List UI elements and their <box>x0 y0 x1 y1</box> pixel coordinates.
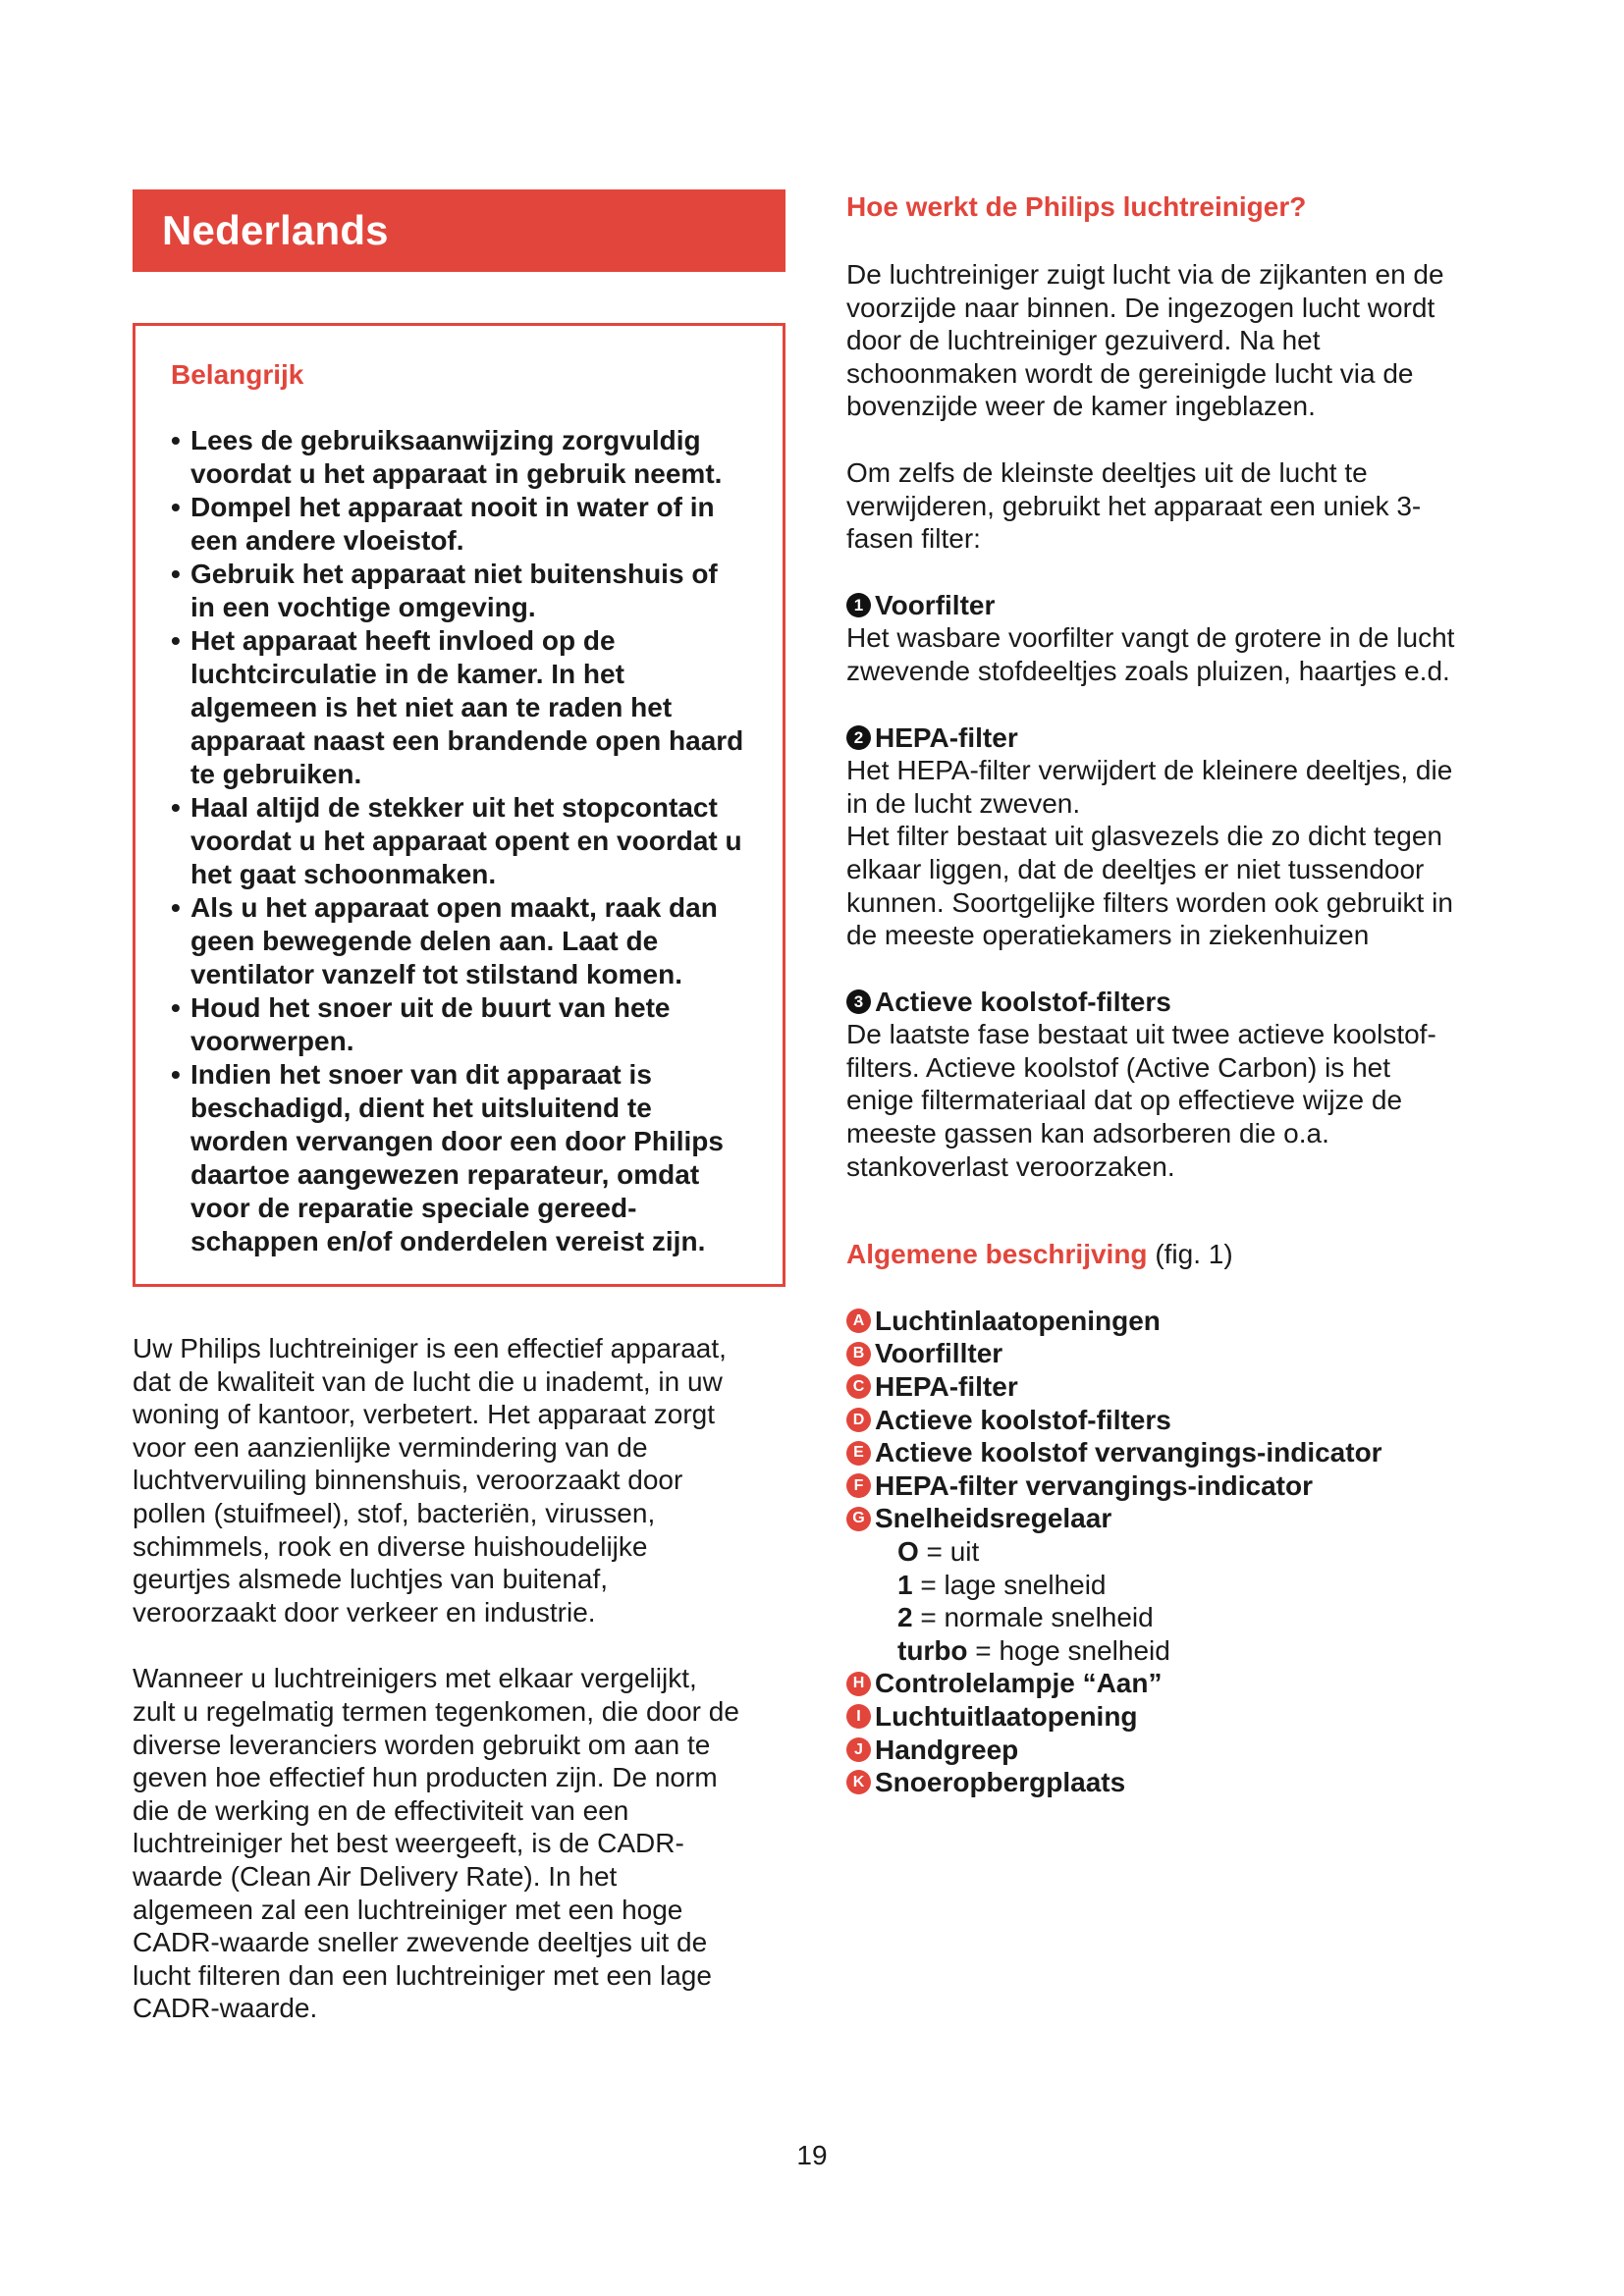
important-title: Belangrijk <box>171 359 304 390</box>
warning-item <box>171 424 757 491</box>
text-line: lucht filteren dan een luchtreiniger met een lage <box>133 1959 712 1991</box>
text-line: kunnen. Soortgelijke filters worden ook gebruikt in <box>846 886 1453 918</box>
part-letter-icon: D <box>846 1408 871 1432</box>
text-line: verwijderen, gebruikt het apparaat een uniek 3- <box>846 490 1422 521</box>
warning-line: algemeen is het niet aan te raden het <box>190 692 673 722</box>
part-item <box>846 1766 1514 1799</box>
part-item <box>846 1667 1514 1700</box>
speed-option <box>846 1569 1514 1602</box>
warning-item <box>171 991 757 1058</box>
part-letter-icon: I <box>846 1704 871 1729</box>
part-label: Actieve koolstof vervangings-indicator <box>875 1437 1382 1468</box>
intro-paragraph-2 <box>133 1662 785 2025</box>
filter-stage-name: Voorfilter <box>875 589 996 620</box>
text-line: algemeen zal een luchtreiniger met een hoge <box>133 1894 683 1925</box>
filter-stage-title <box>846 986 1514 1019</box>
text-line: fasen filter: <box>846 523 981 555</box>
warning-line: luchtcirculatie in de kamer. In het <box>190 659 624 689</box>
text-line: CADR-waarde sneller zwevende deeltjes uit de <box>133 1927 708 1958</box>
speed-key: 2 <box>897 1602 913 1633</box>
text-line: door de luchtreiniger gezuiverd. Na het <box>846 325 1321 356</box>
warning-line: Gebruik het apparaat niet buitenshuis of <box>190 559 718 589</box>
part-label: Voorfillter <box>875 1338 1003 1369</box>
how-it-works-paragraph-2 <box>846 456 1514 556</box>
part-item <box>846 1734 1514 1767</box>
part-letter-icon: C <box>846 1374 871 1399</box>
speed-key: turbo <box>897 1634 968 1666</box>
warning-line: in een vochtige omgeving. <box>190 592 536 622</box>
part-item <box>846 1469 1514 1503</box>
bullet-mark: • <box>171 559 181 589</box>
part-letter-icon: E <box>846 1441 871 1466</box>
text-line: veroorzaakt door verkeer en industrie. <box>133 1596 596 1628</box>
text-line: geven hoe effectief hun producten zijn. De norm <box>133 1762 718 1793</box>
language-banner <box>133 189 785 272</box>
part-label: Snoeropbergplaats <box>875 1767 1126 1798</box>
description-title: Algemene beschrijving <box>846 1239 1148 1270</box>
warning-line: Houd het snoer uit de buurt van hete <box>190 992 671 1023</box>
part-letter-icon: G <box>846 1507 871 1531</box>
bullet-mark: • <box>171 1059 181 1090</box>
warning-item <box>171 791 757 891</box>
warning-item <box>171 558 757 624</box>
text-line: schoonmaken wordt de gereinigde lucht via de <box>846 357 1414 389</box>
part-label: Luchtinlaatopeningen <box>875 1305 1161 1336</box>
speed-option <box>846 1601 1514 1634</box>
speed-option <box>846 1535 1514 1569</box>
part-label: HEPA-filter vervangings-indicator <box>875 1469 1314 1501</box>
how-it-works-paragraph-1 <box>846 258 1514 423</box>
part-item <box>846 1436 1514 1469</box>
part-letter-icon: J <box>846 1737 871 1762</box>
text-line: dat de kwaliteit van de lucht die u inademt, in uw <box>133 1365 723 1397</box>
warning-line: een andere vloeistof. <box>190 525 464 556</box>
warning-line: voor de reparatie speciale gereed- <box>190 1193 637 1223</box>
part-letter-icon: H <box>846 1672 871 1696</box>
text-line: De luchtreiniger zuigt lucht via de zijkanten en de <box>846 259 1444 290</box>
text-line: Om zelfs de kleinste deeltjes uit de lucht te <box>846 456 1368 488</box>
text-line: elkaar liggen, dat de deeltjes er niet tussendoor <box>846 853 1425 884</box>
text-line: meeste gassen kan adsorberen die o.a. <box>846 1118 1329 1149</box>
filter-stages <box>846 589 1514 1184</box>
part-item <box>846 1337 1514 1370</box>
warning-line: Als u het apparaat open maakt, raak dan <box>190 892 718 923</box>
part-item <box>846 1370 1514 1404</box>
text-line: voorzijde naar binnen. De ingezogen lucht wordt <box>846 292 1435 323</box>
part-item <box>846 1502 1514 1535</box>
filter-stage-title <box>846 721 1514 755</box>
filter-stage-text <box>846 621 1514 687</box>
parts-list <box>846 1305 1514 1799</box>
warning-line: schappen en/of onderdelen vereist zijn. <box>190 1226 706 1256</box>
filter-stage-text <box>846 1018 1514 1183</box>
part-letter-icon: B <box>846 1342 871 1366</box>
part-letter-icon: A <box>846 1308 871 1333</box>
part-label: Luchtuitlaatopening <box>875 1700 1138 1732</box>
part-item <box>846 1700 1514 1734</box>
warning-line: ventilator vanzelf tot stilstand komen. <box>190 959 682 989</box>
bullet-mark: • <box>171 425 181 455</box>
text-line: Het filter bestaat uit glasvezels die zo dicht tegen <box>846 821 1443 852</box>
text-line: voor een aanzienlijke vermindering van de <box>133 1431 648 1463</box>
filter-stage-name: HEPA-filter <box>875 721 1018 753</box>
bullet-mark: • <box>171 492 181 522</box>
warning-line: Dompel het apparaat nooit in water of in <box>190 492 715 522</box>
text-line: diverse leveranciers worden gebruikt om aan te <box>133 1729 711 1760</box>
filter-stage-name: Actieve koolstof-filters <box>875 986 1171 1017</box>
text-line: Het HEPA-filter verwijdert de kleinere deeltjes, die <box>846 755 1453 786</box>
description-heading <box>846 1238 1514 1271</box>
warning-item <box>171 891 757 991</box>
filter-stage <box>846 589 1514 688</box>
left-column <box>133 189 785 2025</box>
warning-line: Het apparaat heeft invloed op de <box>190 625 616 656</box>
warning-line: voordat u het apparaat opent en voordat u <box>190 826 742 856</box>
speed-desc: = uit <box>918 1536 980 1567</box>
language-title: Nederlands <box>162 207 389 253</box>
bullet-mark: • <box>171 892 181 923</box>
warning-item <box>171 491 757 558</box>
warning-line: voorwerpen. <box>190 1026 354 1056</box>
text-line: Wanneer u luchtreinigers met elkaar vergelijkt, <box>133 1663 697 1694</box>
part-item <box>846 1404 1514 1437</box>
filter-stage-title <box>846 589 1514 622</box>
warning-line: Lees de gebruiksaanwijzing zorgvuldig <box>190 425 701 455</box>
warning-line: voordat u het apparaat in gebruik neemt. <box>190 458 723 489</box>
text-line: luchtvervuiling binnenshuis, veroorzaakt door <box>133 1465 683 1496</box>
warning-line: beschadigd, dient het uitsluitend te <box>190 1093 652 1123</box>
warning-line: het gaat schoonmaken. <box>190 859 497 889</box>
stage-number-icon: 2 <box>846 725 871 750</box>
speed-option <box>846 1634 1514 1668</box>
text-line: waarde (Clean Air Delivery Rate). In het <box>133 1860 618 1892</box>
part-label: Controlelampje “Aan” <box>875 1668 1163 1699</box>
text-line: woning of kantoor, verbetert. Het apparaat zorgt <box>133 1399 716 1430</box>
part-letter-icon: F <box>846 1473 871 1498</box>
stage-number-icon: 3 <box>846 989 871 1014</box>
text-line: de meeste operatiekamers in ziekenhuizen <box>846 920 1370 951</box>
text-line: stankoverlast veroorzaken. <box>846 1150 1175 1182</box>
speed-desc: = lage snelheid <box>912 1569 1107 1600</box>
warning-item <box>171 1058 757 1258</box>
part-item <box>846 1305 1514 1338</box>
text-line: bovenzijde weer de kamer ingeblazen. <box>846 391 1316 422</box>
part-label: Snelheidsregelaar <box>875 1503 1112 1534</box>
filter-stage <box>846 721 1514 952</box>
warning-line: geen bewegende delen aan. Laat de <box>190 926 659 956</box>
important-box <box>133 323 785 1287</box>
warning-list <box>171 424 757 1258</box>
warning-line: worden vervangen door een door Philips <box>190 1126 724 1156</box>
speed-settings <box>846 1535 1514 1667</box>
speed-key: O <box>897 1536 919 1567</box>
bullet-mark: • <box>171 992 181 1023</box>
warning-line: Indien het snoer van dit apparaat is <box>190 1059 652 1090</box>
text-line: enige filtermateriaal dat op effectieve wijze de <box>846 1085 1403 1116</box>
warning-line: te gebruiken. <box>190 759 362 789</box>
text-line: schimmels, rook en diverse huishoudelijke <box>133 1530 648 1562</box>
intro-paragraph-1 <box>133 1332 785 1629</box>
speed-key: 1 <box>897 1569 913 1600</box>
warning-line: apparaat naast een brandende open haard <box>190 725 744 756</box>
filter-stage-text <box>846 754 1514 952</box>
text-line: die de werking en de effectiviteit van een <box>133 1794 629 1826</box>
bullet-mark: • <box>171 625 181 656</box>
text-line: pollen (stuifmeel), stof, bacteriën, virussen, <box>133 1497 656 1528</box>
filter-stage <box>846 986 1514 1184</box>
part-label: Handgreep <box>875 1734 1019 1765</box>
text-line: Uw Philips luchtreiniger is een effectief apparaat, <box>133 1333 727 1363</box>
page-number: 19 <box>796 2140 828 2170</box>
right-column <box>846 191 1514 1799</box>
text-line: zwevende stofdeeltjes zoals pluizen, haartjes e.d. <box>846 655 1450 686</box>
part-label: HEPA-filter <box>875 1371 1018 1403</box>
speed-desc: = normale snelheid <box>912 1602 1154 1633</box>
text-line: luchtreiniger het best weergeeft, is de CADR- <box>133 1828 684 1859</box>
description-fig-ref: (fig. 1) <box>1155 1239 1233 1270</box>
bullet-mark: • <box>171 792 181 823</box>
text-line: in de lucht zweven. <box>846 787 1081 819</box>
part-label: Actieve koolstof-filters <box>875 1404 1171 1435</box>
warning-line: daartoe aangewezen reparateur, omdat <box>190 1159 700 1190</box>
speed-desc: = hoge snelheid <box>967 1634 1170 1666</box>
text-line: Het wasbare voorfilter vangt de grotere in de lucht <box>846 622 1455 654</box>
text-line: zult u regelmatig termen tegenkomen, die door de <box>133 1695 739 1727</box>
text-line: De laatste fase bestaat uit twee actieve koolstof- <box>846 1019 1436 1050</box>
warning-item <box>171 624 757 791</box>
text-line: CADR-waarde. <box>133 1993 318 2024</box>
how-it-works-heading: Hoe werkt de Philips luchtreiniger? <box>846 191 1307 222</box>
warning-line: Haal altijd de stekker uit het stopcontact <box>190 792 718 823</box>
part-letter-icon: K <box>846 1770 871 1794</box>
text-line: geurtjes alsmede luchtjes van buitenaf, <box>133 1564 609 1595</box>
text-line: filters. Actieve koolstof (Active Carbon) is het <box>846 1051 1390 1083</box>
stage-number-icon: 1 <box>846 593 871 617</box>
